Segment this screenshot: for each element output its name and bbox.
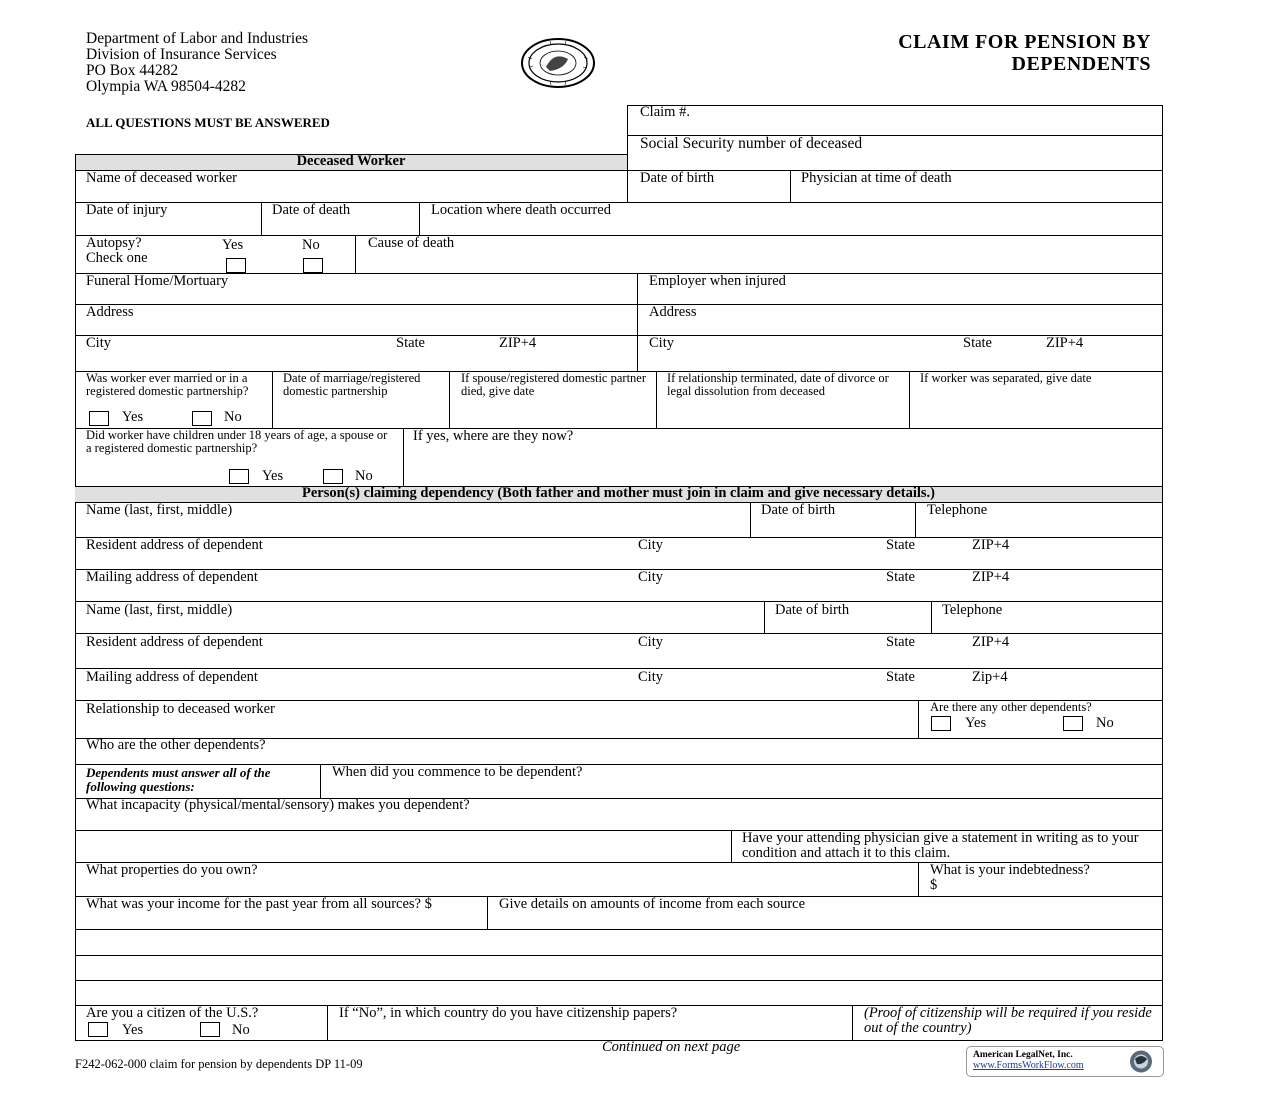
person2-telephone-field[interactable]	[937, 618, 1157, 631]
date-marriage-field[interactable]	[278, 411, 444, 426]
employer-address-field[interactable]	[643, 320, 1157, 334]
person1-dob-label: Date of birth	[761, 502, 836, 518]
location-death-field[interactable]	[425, 218, 1157, 233]
vendor-badge	[966, 1046, 1164, 1077]
form-title-line2: DEPENDENTS	[1011, 53, 1151, 75]
person1-mailing-field[interactable]	[80, 586, 1157, 599]
country-field[interactable]	[333, 1022, 847, 1038]
funeral-zip-label: ZIP+4	[499, 335, 537, 351]
cause-death-label: Cause of death	[368, 235, 455, 251]
person2-dob-label: Date of birth	[775, 602, 850, 618]
children-yes-label: Yes	[262, 468, 284, 484]
other-dependents-yes-label: Yes	[965, 715, 987, 731]
vendor-name: American LegalNet, Inc.	[973, 1050, 1073, 1060]
person1-mailing-label: Mailing address of dependent	[86, 569, 258, 585]
incapacity-field[interactable]	[80, 814, 1157, 828]
relationship-label: Relationship to deceased worker	[86, 701, 275, 717]
person2-dob-field[interactable]	[770, 618, 926, 631]
person1-resident-state-label: State	[886, 537, 915, 553]
income-details-line-3[interactable]	[80, 982, 1157, 1003]
children-no-checkbox[interactable]	[323, 469, 343, 484]
location-death-label: Location where death occurred	[431, 202, 611, 218]
indebtedness-field[interactable]	[942, 878, 1157, 894]
who-other-label: Who are the other dependents?	[86, 737, 266, 753]
cause-death-field[interactable]	[362, 251, 1157, 271]
person1-mailing-state-label: State	[886, 569, 915, 585]
person1-mailing-zip-label: ZIP+4	[972, 569, 1010, 585]
relationship-terminated-field[interactable]	[662, 411, 904, 426]
married-yes-checkbox[interactable]	[89, 411, 109, 426]
person2-resident-label: Resident address of dependent	[86, 634, 263, 650]
funeral-city-state-zip-field[interactable]	[80, 351, 632, 369]
other-dependents-yes-checkbox[interactable]	[931, 716, 951, 731]
person2-mailing-field[interactable]	[80, 686, 1157, 699]
relationship-field[interactable]	[80, 718, 912, 736]
persons-section-title: Person(s) claiming dependency (Both father and mother must join in claim and give necessary details.)	[301, 485, 935, 501]
physician-statement-note: Have your attending physician give a statement in writing as to your condition and attach it to this claim.	[742, 830, 1139, 861]
physician-field[interactable]	[795, 186, 1157, 200]
person2-resident-field[interactable]	[80, 651, 1157, 666]
married-no-checkbox[interactable]	[192, 411, 212, 426]
date-death-field[interactable]	[266, 218, 414, 233]
person1-resident-label: Resident address of dependent	[86, 537, 263, 553]
autopsy-yes-label: Yes	[222, 237, 244, 253]
person1-name-field[interactable]	[80, 519, 745, 535]
date-injury-field[interactable]	[80, 218, 256, 233]
commence-label: When did you commence to be dependent?	[332, 764, 583, 780]
person2-name-field[interactable]	[80, 618, 758, 631]
agency-name: Department of Labor and Industries	[86, 30, 309, 47]
indebtedness-label: What is your indebtedness?	[930, 862, 1090, 878]
children-no-label: No	[355, 468, 373, 484]
employer-label: Employer when injured	[649, 273, 786, 289]
employer-zip-label: ZIP+4	[1046, 335, 1084, 351]
agency-division: Division of Insurance Services	[86, 46, 277, 63]
funeral-home-field[interactable]	[80, 289, 632, 303]
incapacity-field-continued[interactable]	[80, 834, 725, 858]
deceased-section-title: Deceased Worker	[296, 153, 406, 169]
form-id: F242-062-000 claim for pension by dependents DP 11-09	[75, 1057, 363, 1071]
claim-number-field[interactable]	[720, 106, 1150, 133]
citizen-yes-label: Yes	[122, 1022, 144, 1038]
separated-field[interactable]	[915, 390, 1157, 426]
person2-telephone-label: Telephone	[942, 602, 1003, 618]
income-details-field[interactable]	[493, 913, 1157, 927]
deceased-name-field[interactable]	[80, 186, 620, 200]
children-yes-checkbox[interactable]	[229, 469, 249, 484]
person2-mailing-state-label: State	[886, 669, 915, 685]
date-death-label: Date of death	[272, 202, 351, 218]
funeral-city-label: City	[86, 335, 111, 351]
person1-resident-city-label: City	[638, 537, 663, 553]
married-yes-label: Yes	[122, 409, 144, 425]
who-other-field[interactable]	[330, 740, 1157, 762]
date-injury-label: Date of injury	[86, 202, 168, 218]
all-questions-notice: ALL QUESTIONS MUST BE ANSWERED	[86, 115, 330, 130]
relationship-terminated-label: If relationship terminated, date of divorce or legal dissolution from deceased	[667, 371, 889, 398]
person2-resident-state-label: State	[886, 634, 915, 650]
person1-resident-field[interactable]	[80, 554, 1157, 567]
deceased-dob-label: Date of birth	[640, 170, 715, 186]
spouse-died-field[interactable]	[455, 411, 651, 426]
agency-po-box: PO Box 44282	[86, 62, 179, 79]
deceased-name-label: Name of deceased worker	[86, 170, 237, 186]
incapacity-label: What incapacity (physical/mental/sensory) makes you dependent?	[86, 797, 470, 813]
physician-label: Physician at time of death	[801, 170, 952, 186]
deceased-dob-field[interactable]	[632, 186, 786, 200]
funeral-state-label: State	[396, 335, 425, 351]
income-details-label: Give details on amounts of income from each source	[499, 896, 806, 912]
income-details-line-2[interactable]	[80, 957, 1157, 978]
autopsy-no-checkbox[interactable]	[303, 258, 323, 273]
check-one-label: Check one	[86, 250, 148, 266]
autopsy-no-label: No	[302, 237, 320, 253]
person2-mailing-label: Mailing address of dependent	[86, 669, 258, 685]
agency-city: Olympia WA 98504-4282	[86, 78, 246, 95]
person1-telephone-label: Telephone	[927, 502, 988, 518]
funeral-home-label: Funeral Home/Mortuary	[86, 273, 229, 289]
proof-citizenship-note: (Proof of citizenship will be required if you reside out of the country)	[864, 1005, 1152, 1036]
ssn-field[interactable]	[640, 152, 1150, 169]
date-marriage-label: Date of marriage/registered domestic partnership	[283, 371, 421, 398]
where-now-label: If yes, where are they now?	[413, 428, 574, 444]
continued-note: Continued on next page	[602, 1039, 741, 1055]
commence-field[interactable]	[326, 781, 1157, 796]
employer-city-state-zip-field[interactable]	[643, 351, 1157, 369]
income-question: What was your income for the past year from all sources? $	[86, 896, 432, 912]
employer-address-label: Address	[649, 304, 697, 320]
person2-mailing-city-label: City	[638, 669, 663, 685]
state-seal-icon	[520, 37, 596, 89]
properties-label: What properties do you own?	[86, 862, 258, 878]
other-dependents-question: Are there any other dependents?	[930, 700, 1092, 714]
children-question: Did worker have children under 18 years of age, a spouse or a registered domestic partnership?	[86, 428, 388, 455]
person1-mailing-city-label: City	[638, 569, 663, 585]
must-answer-note: Dependents must answer all of the following questions:	[86, 765, 271, 794]
properties-field[interactable]	[80, 879, 912, 894]
person1-dob-field[interactable]	[756, 519, 910, 535]
ssn-label: Social Security number of deceased	[640, 135, 863, 152]
citizen-yes-checkbox[interactable]	[88, 1022, 108, 1037]
country-question: If “No”, in which country do you have citizenship papers?	[339, 1005, 678, 1021]
person1-telephone-field[interactable]	[921, 519, 1157, 535]
separated-label: If worker was separated, give date	[920, 371, 1092, 385]
employer-city-label: City	[649, 335, 674, 351]
form-title-line1: CLAIM FOR PENSION BY	[898, 31, 1151, 53]
married-no-label: No	[224, 409, 242, 425]
other-dependents-no-checkbox[interactable]	[1063, 716, 1083, 731]
person1-name-label: Name (last, first, middle)	[86, 502, 233, 518]
autopsy-label: Autopsy?	[86, 235, 142, 251]
income-details-line-1[interactable]	[80, 932, 1157, 953]
claim-number-label: Claim #.	[640, 104, 690, 120]
income-amount-field[interactable]	[175, 912, 481, 927]
funeral-address-field[interactable]	[80, 320, 632, 334]
person2-mailing-zip-label: Zip+4	[972, 669, 1008, 685]
married-question: Was worker ever married or in a registered domestic partnership?	[86, 371, 249, 398]
vendor-url[interactable]: www.FormsWorkFlow.com	[973, 1060, 1084, 1071]
where-now-field[interactable]	[409, 445, 1157, 483]
citizen-no-label: No	[232, 1022, 250, 1038]
employer-field[interactable]	[643, 289, 1157, 303]
person2-name-label: Name (last, first, middle)	[86, 602, 233, 618]
autopsy-yes-checkbox[interactable]	[226, 258, 246, 273]
citizen-question: Are you a citizen of the U.S.?	[86, 1005, 259, 1021]
employer-state-label: State	[963, 335, 992, 351]
spouse-died-label: If spouse/registered domestic partner died, give date	[461, 371, 647, 398]
person1-resident-zip-label: ZIP+4	[972, 537, 1010, 553]
person2-resident-zip-label: ZIP+4	[972, 634, 1010, 650]
other-dependents-no-label: No	[1096, 715, 1114, 731]
vendor-logo-icon	[1123, 1049, 1159, 1074]
funeral-address-label: Address	[86, 304, 134, 320]
citizen-no-checkbox[interactable]	[200, 1022, 220, 1037]
indebtedness-dollar-sign: $	[930, 877, 938, 893]
person2-resident-city-label: City	[638, 634, 663, 650]
